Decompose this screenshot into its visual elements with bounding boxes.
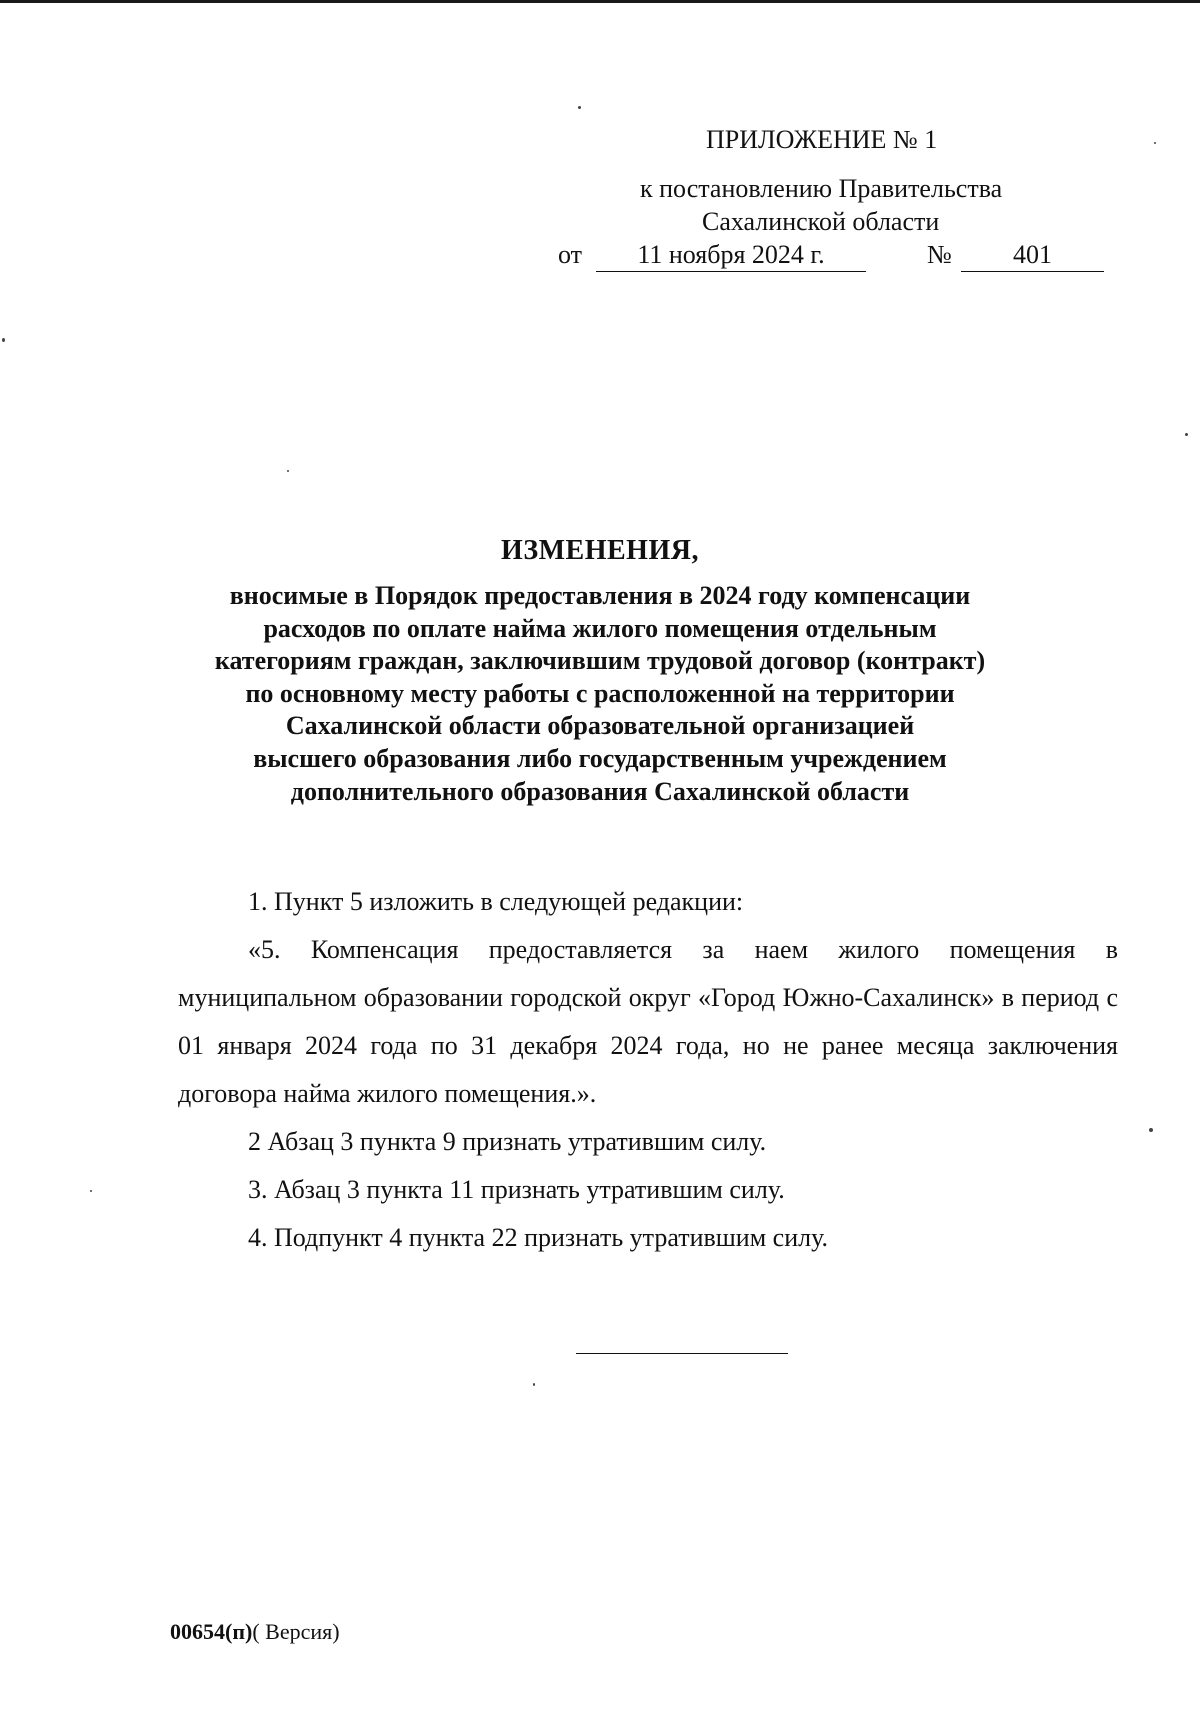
scan-speck bbox=[1154, 142, 1156, 144]
appendix-reference-line-1: к постановлению Правительства bbox=[640, 174, 1003, 203]
subheading-line: Сахалинской области образовательной организацией bbox=[285, 711, 915, 741]
scan-speck bbox=[578, 106, 581, 109]
document-body bbox=[178, 878, 1118, 1262]
document-subheading bbox=[200, 580, 1000, 808]
end-separator-line bbox=[576, 1353, 788, 1354]
scan-speck bbox=[1149, 1128, 1153, 1132]
appendix-title: ПРИЛОЖЕНИЕ № 1 bbox=[706, 125, 938, 154]
scan-speck bbox=[533, 1383, 535, 1386]
scan-speck bbox=[287, 470, 289, 472]
number-field: 401 bbox=[961, 240, 1104, 272]
page-top-edge bbox=[0, 0, 1200, 3]
subheading-line: категориям граждан, заключившим трудовой договор (контракт) bbox=[214, 646, 986, 676]
subheading-line: расходов по оплате найма жилого помещения отдельным bbox=[263, 613, 937, 643]
subheading-line: вносимые в Порядок предоставления в 2024 году компенсации bbox=[229, 581, 971, 610]
number-prefix: № bbox=[927, 240, 952, 269]
document-heading: ИЗМЕНЕНИЯ, bbox=[501, 535, 699, 566]
date-field: 11 ноября 2024 г. bbox=[596, 240, 866, 272]
footer-version: ( Версия) bbox=[252, 1619, 340, 1644]
appendix-reference-line-2: Сахалинской области bbox=[702, 207, 940, 236]
paragraph-1: 1. Пункт 5 изложить в следующей редакции: bbox=[248, 887, 744, 916]
paragraph-3: 2 Абзац 3 пункта 9 признать утратившим силу. bbox=[248, 1127, 767, 1156]
paragraph-4: 3. Абзац 3 пункта 11 признать утратившим силу. bbox=[248, 1175, 785, 1204]
appendix-date-row bbox=[558, 240, 1104, 274]
subheading-line: высшего образования либо государственным учреждением bbox=[253, 743, 947, 773]
footer-document-code bbox=[170, 1619, 340, 1645]
paragraph-2: «5. Компенсация предоставляется за наем жилого помещения в муниципальном образовании городской округ «Город Южно-Сахалинск» в период с 01 января 2024 года по 31 декабря 2024 года, но не ранее месяца заключения договора найма жилого помещения.». bbox=[178, 935, 1118, 1108]
scan-speck bbox=[90, 1190, 92, 1192]
paragraph-5: 4. Подпункт 4 пункта 22 признать утратившим силу. bbox=[248, 1223, 828, 1252]
scan-speck bbox=[2, 338, 5, 342]
date-prefix: от bbox=[558, 240, 583, 269]
subheading-line: по основному месту работы с расположенной на территории bbox=[245, 678, 955, 708]
footer-code: 00654(п) bbox=[170, 1619, 253, 1644]
subheading-line: дополнительного образования Сахалинской области bbox=[290, 776, 910, 806]
scan-speck bbox=[1185, 433, 1188, 436]
